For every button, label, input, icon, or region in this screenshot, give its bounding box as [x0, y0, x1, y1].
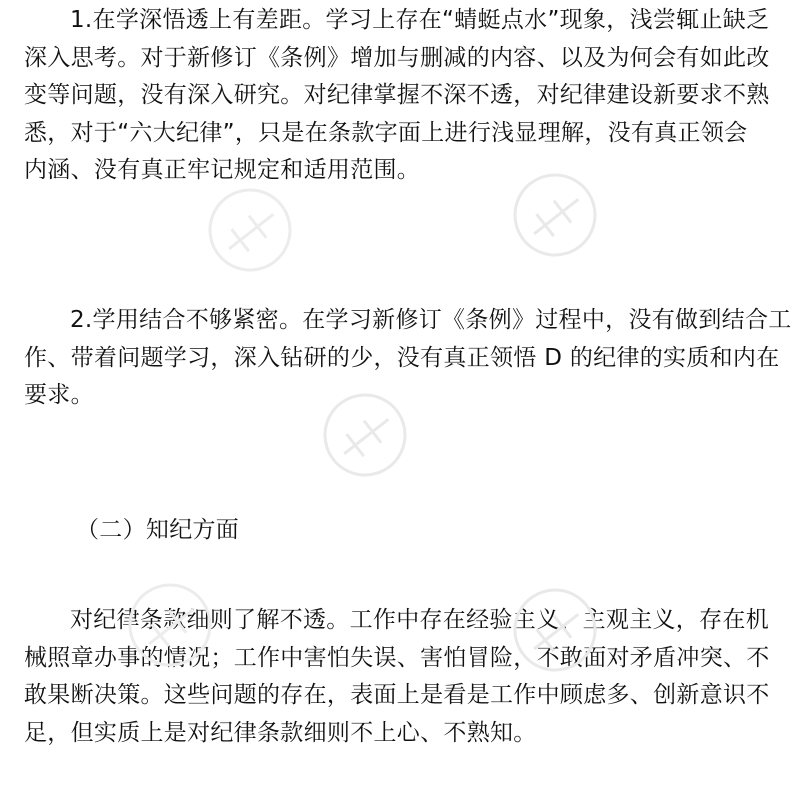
text-line: 对纪律条款细则了解不透。工作中存在经验主义、主观主义，存在机 — [70, 607, 769, 633]
text-line: 2.学用结合不够紧密。在学习新修订《条例》过程中，没有做到结合工 — [70, 307, 792, 333]
text-line: 变等问题，没有深入研究。对纪律掌握不深不透，对纪律建设新要求不熟 — [24, 82, 770, 108]
watermark-logo — [200, 180, 300, 280]
paragraph-study-gap — [24, 2, 784, 190]
paragraph-study-application — [24, 302, 792, 415]
text-line: 作、带着问题学习，深入钻研的少，没有真正领悟 D 的纪律的实质和内在 — [24, 344, 780, 371]
text-line: 械照章办事的情况；工作中害怕失误、害怕冒险，不敢面对矛盾冲突、不 — [24, 644, 770, 671]
section-heading: （二）知纪方面 — [76, 517, 240, 543]
text-line: 足，但实质上是对纪律条款细则不上心、不熟知。 — [24, 719, 537, 746]
paragraph-discipline-knowledge — [24, 602, 784, 752]
text-line: 内涵、没有真正牢记规定和适用范围。 — [24, 157, 421, 183]
text-line: 要求。 — [24, 382, 94, 408]
text-line: 敢果断决策。这些问题的存在，表面上是看是工作中顾虑多、创新意识不 — [24, 682, 770, 708]
text-line: 悉，对于“六大纪律”，只是在条款字面上进行浅显理解，没有真正领会 — [24, 119, 748, 146]
text-line: 1.在学深悟透上有差距。学习上存在“蜻蜓点水”现象，浅尝辄止缺乏 — [70, 7, 770, 33]
text-line: 深入思考。对于新修订《条例》增加与删减的内容、以及为何会有如此改 — [24, 44, 770, 71]
